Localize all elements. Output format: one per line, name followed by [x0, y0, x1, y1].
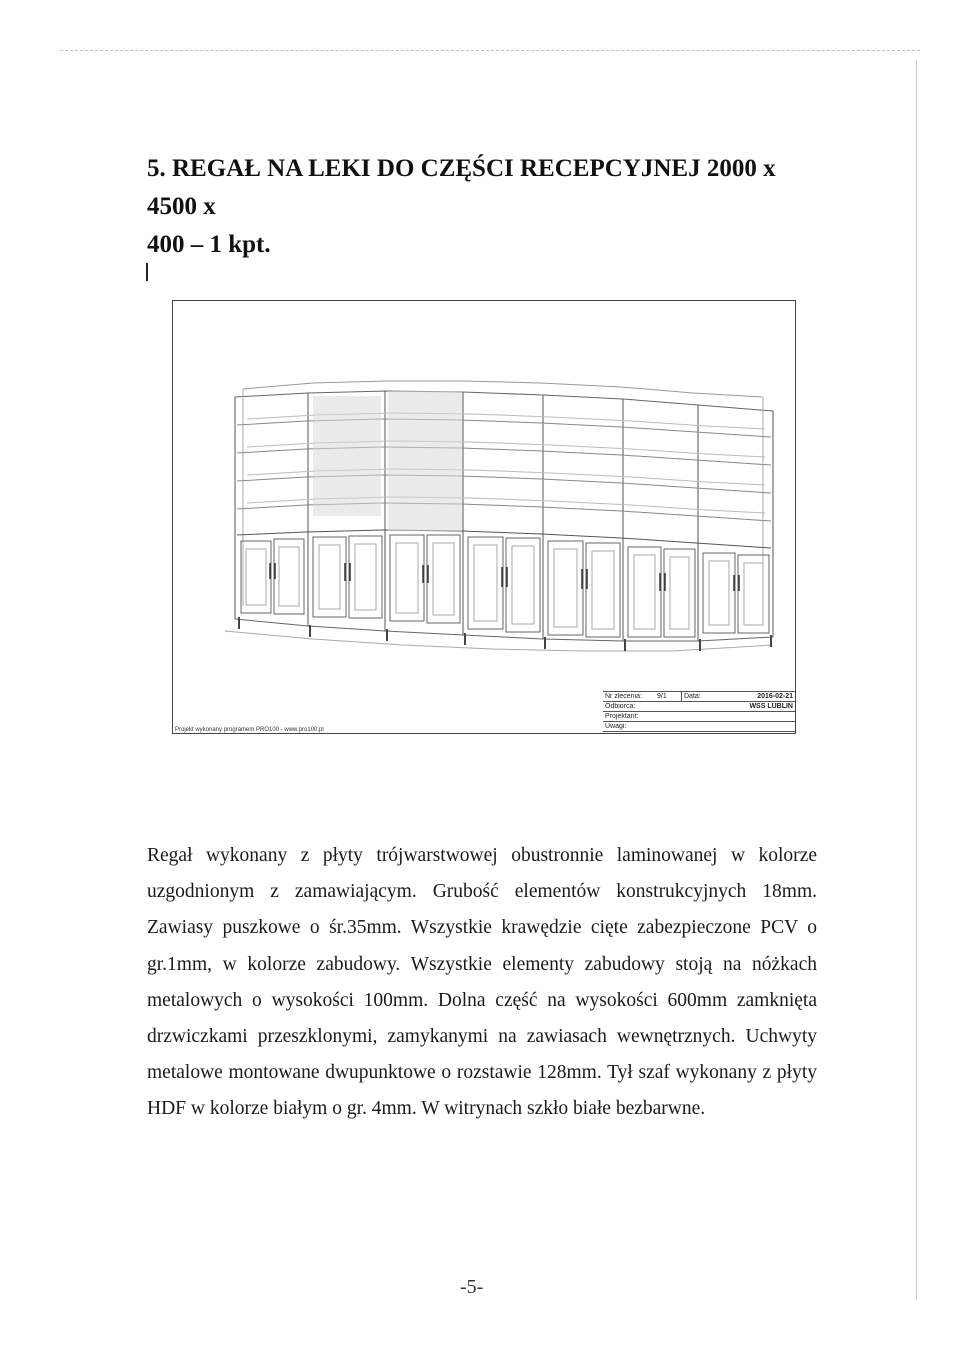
designer-label: Projektant:: [605, 713, 639, 720]
description-paragraph: Regał wykonany z płyty trójwarstwowej obustronnie laminowanej w kolorze uzgodnionym z zamawiającym. Grubość elementów konstrukcyjnych 18mm. Zawiasy puszkowe o śr.35mm. Wszystkie krawędzie cięte zabezpieczone PCV o gr.1mm, w kolorze zabudowy. Wszystkie elementy zabudowy stoją na nóżkach metalowych o wysokości 100mm. Dolna część na wysokości 600mm zamknięta drzwiczkami przeszklonymi, zamykanymi na zawiasach wewnętrznych. Uchwyty metalowe montowane dwupunktowe o rozstawie 128mm. Tył szaf wykonany z płyty HDF w kolorze białym o gr. 4mm. W witrynach szkło białe bezbarwne.: [147, 845, 817, 1120]
scan-edge-right: [916, 60, 917, 1300]
heading-line-1: 5. REGAŁ NA LEKI DO CZĘŚCI RECEPCYJNEJ 2000 x 4500 x: [147, 155, 776, 220]
section-heading: [147, 150, 827, 264]
page-number: -5-: [460, 1276, 484, 1298]
drawing-title-block: [603, 691, 795, 732]
title-block-row-client: [603, 701, 795, 711]
order-number-label: Nr zlecenia:: [605, 693, 642, 700]
client-label: Odbiorca:: [605, 703, 636, 710]
shelf-unit-illustration: [173, 301, 797, 735]
title-block-row-notes: [603, 721, 795, 732]
client-value: WSS LUBLIN: [749, 703, 793, 710]
furniture-drawing: [172, 300, 796, 734]
software-credit: Projekt wykonany programem PRO100 - www.pro100.pl: [175, 727, 324, 733]
heading-line-2: 400 – 1 kpt.: [147, 231, 271, 258]
date-value: 2016-02-21: [757, 693, 793, 700]
notes-label: Uwagi:: [605, 723, 627, 730]
text-cursor-mark: [146, 263, 148, 281]
scan-edge-top: [60, 50, 920, 52]
date-label: Data:: [684, 693, 701, 700]
order-number-value: 9/1: [657, 693, 667, 700]
title-block-row-number: [603, 691, 795, 701]
title-block-row-designer: [603, 711, 795, 721]
